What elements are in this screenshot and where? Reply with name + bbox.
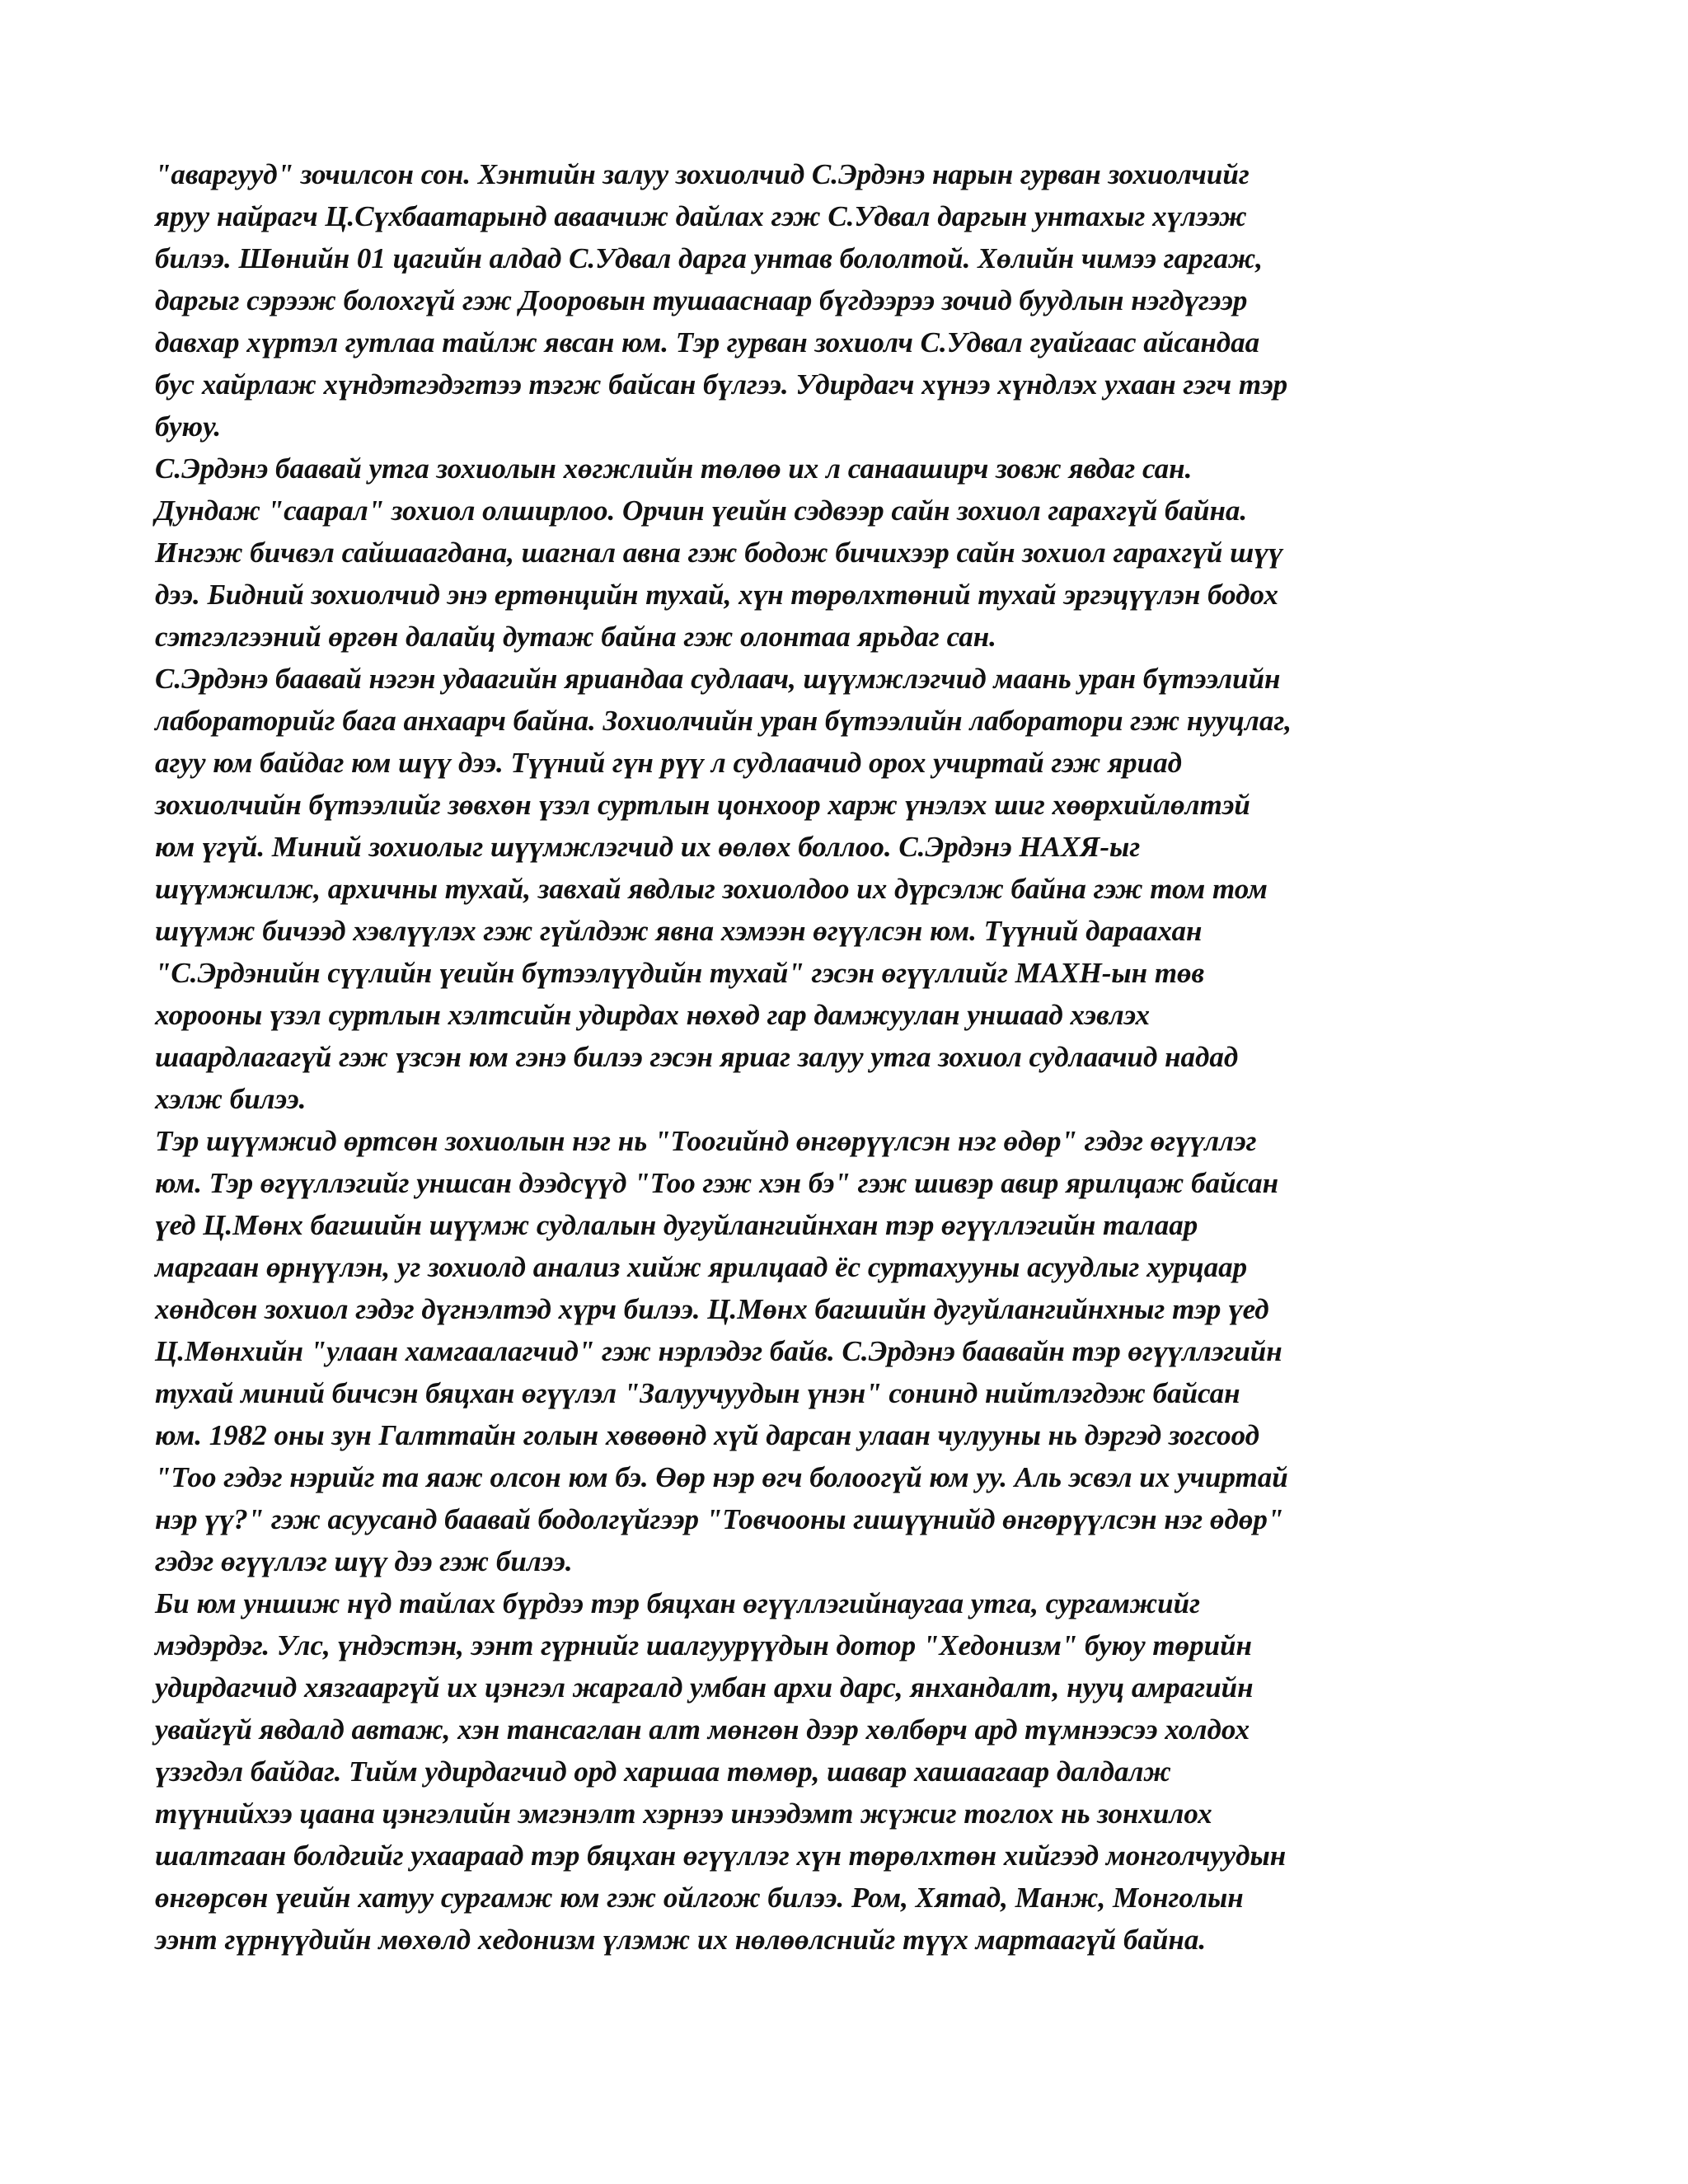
text-line: "Тоо гэдэг нэрийг та яаж олсон юм бэ. Өөр нэр өгч болоогүй юм уу. Аль эсвэл их учиртай: [155, 1461, 1288, 1493]
text-line: бус хайрлаж хүндэтгэдэгтээ тэгж байсан бүлгээ. Удирдагч хүнээ хүндлэх ухаан гэгч тэр: [155, 368, 1288, 401]
text-line: Дундаж "саарал" зохиол олширлоо. Орчин үеийн сэдвээр сайн зохиол гарахгүй байна.: [155, 494, 1248, 527]
text-line: агуу юм байдаг юм шүү дээ. Түүний гүн рүү л судлаачид орох учиртай гэж яриад: [155, 747, 1182, 779]
text-line: Би юм уншиж нүд тайлах бүрдээ тэр бяцхан өгүүллэгийнаугаа утга, сургамжийг: [155, 1587, 1201, 1619]
text-line: гэдэг өгүүллэг шүү дээ гэж билээ.: [155, 1545, 573, 1577]
text-line: сэтгэлгээний өргөн далайц дутаж байна гэж олонтаа ярьдаг сан.: [155, 621, 996, 653]
text-line: буюу.: [155, 410, 222, 443]
text-line: хорооны үзэл суртлын хэлтсийн удирдах нөхөд гар дамжуулан уншаад хэвлэх: [155, 999, 1150, 1031]
text-line: "С.Эрдэнийн сүүлийн үеийн бүтээлүүдийн тухай" гэсэн өгүүллийг МАХН-ын төв: [155, 957, 1205, 989]
text-line: увайгүй явдалд автаж, хэн тансаглан алт мөнгөн дээр хөлбөрч ард түмнээсээ холдох: [155, 1713, 1250, 1746]
text-line: удирдагчид хязгааргүй их цэнгэл жаргалд умбан архи дарс, янхандалт, нууц амрагийн: [155, 1671, 1254, 1704]
text-line: нэр үү?" гэж асуусанд баавай бодолгүйгээр "Товчооны гишүүнийд өнгөрүүлсэн нэг өдөр": [155, 1503, 1284, 1535]
text-line: мэдэрдэг. Улс, үндэстэн, ээнт гүрнийг шалгуурүүдын дотор "Хедонизм" буюу төрийн: [155, 1629, 1252, 1661]
text-line: шалтгаан болдгийг ухаараад тэр бяцхан өгүүллэг хүн төрөлхтөн хийгээд монголчуудын: [155, 1840, 1287, 1872]
text-line: маргаан өрнүүлэн, уг зохиолд анализ хийж ярилцаад ёс суртахууны асуудлыг хурцаар: [155, 1251, 1248, 1283]
text-line: дээ. Бидний зохиолчид энэ ертөнцийн тухай, хүн төрөлхтөний тухай эргэцүүлэн бодох: [155, 579, 1278, 611]
text-line: "аваргууд" зочилсон сон. Хэнтийн залуу зохиолчид С.Эрдэнэ нарын гурван зохиолчийг: [155, 158, 1250, 190]
text-line: шүүмжилж, архичны тухай, завхай явдлыг зохиолдоо их дүрсэлж байна гэж том том: [155, 873, 1268, 905]
text-line: билээ. Шөнийн 01 цагийн алдад С.Удвал дарга унтав бололтой. Хөлийн чимээ гаргаж,: [155, 242, 1264, 274]
text-line: түүнийхээ цаана цэнгэлийн эмгэнэлт хэрнээ инээдэмт жүжиг тоглох нь зонхилох: [155, 1797, 1212, 1830]
text-line: юм үгүй. Миний зохиолыг шүүмжлэгчид их өөлөх боллоо. С.Эрдэнэ НАХЯ-ыг: [155, 831, 1141, 863]
text-line: үед Ц.Мөнх багшийн шүүмж судлалын дугуйлангийнхан тэр өгүүллэгийн талаар: [155, 1209, 1198, 1241]
text-line: С.Эрдэнэ баавай нэгэн удаагийн яриандаа судлаач, шүүмжлэгчид маань уран бүтээлийн: [155, 663, 1281, 695]
text-line: хөндсөн зохиол гэдэг дүгнэлтэд хүрч билээ. Ц.Мөнх багшийн дугуйлангийнхныг тэр үед: [155, 1293, 1269, 1325]
text-line: тухай миний бичсэн бяцхан өгүүлэл "Залуучуудын үнэн" сонинд нийтлэгдэж байсан: [155, 1377, 1240, 1409]
text-line: Тэр шүүмжид өртсөн зохиолын нэг нь "Тоогийнд өнгөрүүлсэн нэг өдөр" гэдэг өгүүллэг: [155, 1125, 1257, 1157]
body-text: [155, 153, 1540, 1961]
text-line: С.Эрдэнэ баавай утга зохиолын хөгжлийн төлөө их л санааширч зовж явдаг сан.: [155, 452, 1193, 485]
text-line: Ц.Мөнхийн "улаан хамгаалагчид" гэж нэрлэдэг байв. С.Эрдэнэ баавайн тэр өгүүллэгийн: [155, 1335, 1282, 1367]
text-line: давхар хүртэл гутлаа тайлж явсан юм. Тэр гурван зохиолч С.Удвал гуайгаас айсандаа: [155, 326, 1260, 359]
text-line: үзэгдэл байдаг. Тийм удирдагчид орд харшаа төмөр, шавар хашаагаар далдалж: [155, 1755, 1171, 1788]
text-line: өнгөрсөн үеийн хатуу сургамж юм гэж ойлгож билээ. Ром, Хятад, Манж, Монголын: [155, 1882, 1244, 1914]
text-line: Ингэж бичвэл сайшаагдана, шагнал авна гэж бодож бичихээр сайн зохиол гарахгүй шүү: [155, 537, 1283, 569]
text-line: яруу найрагч Ц.Сүхбаатарынд аваачиж дайлах гэж С.Удвал даргын унтахыг хүлээж: [155, 200, 1247, 232]
text-line: шаардлагагүй гэж үзсэн юм гэнэ билээ гэсэн яриаг залуу утга зохиол судлаачид надад: [155, 1041, 1239, 1073]
text-line: лабораторийг бага анхаарч байна. Зохиолчийн уран бүтээлийн лаборатори гэж нууцлаг,: [155, 705, 1292, 737]
text-line: зохиолчийн бүтээлийг зөвхөн үзэл суртлын цонхоор харж үнэлэх шиг хөөрхийлөлтэй: [155, 789, 1250, 821]
text-line: шүүмж бичээд хэвлүүлэх гэж гүйлдэж явна хэмээн өгүүлсэн юм. Түүний дараахан: [155, 915, 1203, 947]
text-line: ээнт гүрнүүдийн мөхөлд хедонизм үлэмж их нөлөөлснийг түүх мартаагүй байна.: [155, 1924, 1207, 1956]
text-line: даргыг сэрээж болохгүй гэж Дооровын тушааснаар бүгдээрээ зочид буудлын нэгдүгээр: [155, 284, 1248, 316]
text-line: хэлж билээ.: [155, 1083, 307, 1115]
text-line: юм. Тэр өгүүллэгийг уншсан дээдсүүд "Тоо гэж хэн бэ" гэж шивэр авир ярилцаж байсан: [155, 1167, 1279, 1199]
text-line: юм. 1982 оны зун Галттайн голын хөвөөнд хүй дарсан улаан чулууны нь дэргэд зогсоод: [155, 1419, 1260, 1451]
